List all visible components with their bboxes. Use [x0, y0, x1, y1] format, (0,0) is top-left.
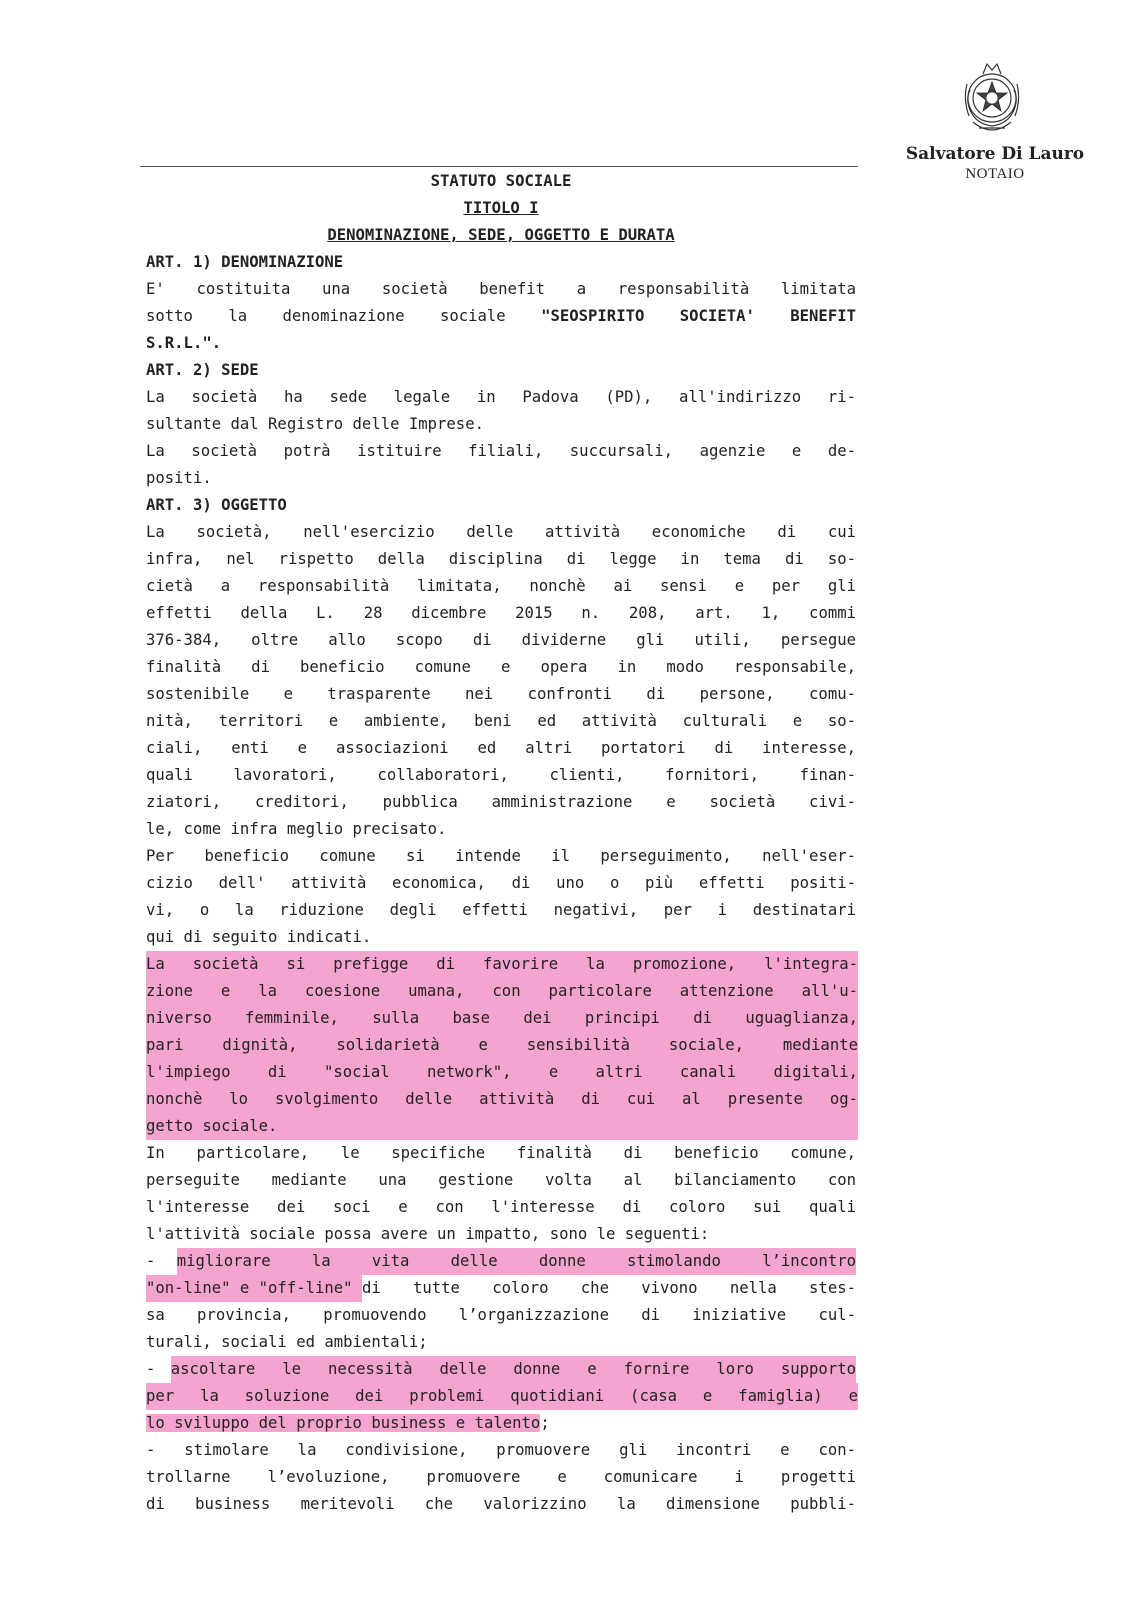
article-3-line: Per beneficio comune si intende il perseguimento, nell'eser- — [146, 847, 856, 865]
list-item-line: lo sviluppo del proprio business e talento; — [146, 1414, 550, 1432]
list-item-line: per la soluzione dei problemi quotidiani (casa e famiglia) e — [146, 1383, 858, 1410]
header-rule — [140, 166, 858, 167]
article-3-line: La società, nell'esercizio delle attività economiche di cui — [146, 523, 856, 541]
list-item-line: - migliorare la vita delle donne stimolando l’incontro — [146, 1248, 856, 1275]
article-3-line: l'attività sociale possa avere un impatto, sono le seguenti: — [146, 1225, 710, 1243]
list-item-line: di business meritevoli che valorizzino la dimensione pubbli- — [146, 1495, 856, 1513]
list-item-line: trollarne l’evoluzione, promuovere e comunicare i progetti — [146, 1468, 856, 1486]
article-3-line: nità, territori e ambiente, beni ed attività culturali e so- — [146, 712, 856, 730]
section-subtitle: DENOMINAZIONE, SEDE, OGGETTO E DURATA — [327, 226, 675, 244]
list-item-line: - ascoltare le necessità delle donne e fornire loro supporto — [146, 1356, 856, 1383]
list-item-line: turali, sociali ed ambientali; — [146, 1333, 428, 1351]
article-2-heading: ART. 2) SEDE — [146, 361, 259, 379]
highlighted-line: l'impiego di "social network", e altri canali digitali, — [146, 1059, 858, 1086]
article-2-line: positi. — [146, 469, 212, 487]
article-3-line: infra, nel rispetto della disciplina di legge in tema di so- — [146, 550, 856, 568]
highlighted-line: pari dignità, solidarietà e sensibilità sociale, mediante — [146, 1032, 858, 1059]
article-3-line: quali lavoratori, collaboratori, clienti, fornitori, finan- — [146, 766, 856, 784]
article-2-line: La società potrà istituire filiali, succursali, agenzie e de- — [146, 442, 856, 460]
list-item-line: sa provincia, promuovendo l’organizzazione di iniziative cul- — [146, 1306, 856, 1324]
list-item-line: "on-line" e "off-line" di tutte coloro che vivono nella stes- — [146, 1275, 856, 1302]
article-3-line: qui di seguito indicati. — [146, 928, 372, 946]
article-3-line: l'interesse dei soci e con l'interesse di coloro sui quali — [146, 1198, 856, 1216]
article-1-line: sotto la denominazione sociale "SEOSPIRITO SOCIETA' BENEFIT — [146, 307, 856, 325]
italian-republic-emblem-icon — [961, 60, 1023, 142]
highlighted-line: niverso femminile, sulla base dei principi di uguaglianza, — [146, 1005, 858, 1032]
highlighted-line: getto sociale. — [146, 1113, 858, 1140]
article-1-line: S.R.L.". — [146, 334, 222, 352]
article-3-line: vi, o la riduzione degli effetti negativi, per i destinatari — [146, 901, 856, 919]
list-item-line: - stimolare la condivisione, promuovere gli incontri e con- — [146, 1441, 856, 1459]
article-2-line: sultante dal Registro delle Imprese. — [146, 415, 484, 433]
article-3-line: cizio dell' attività economica, di uno o più effetti positi- — [146, 874, 856, 892]
notary-title: NOTAIO — [965, 166, 1025, 182]
article-3-line: finalità di beneficio comune e opera in modo responsabile, — [146, 658, 856, 676]
article-1-heading: ART. 1) DENOMINAZIONE — [146, 253, 344, 271]
article-3-line: sostenibile e trasparente nei confronti di persone, comu- — [146, 685, 856, 703]
article-3-line: le, come infra meglio precisato. — [146, 820, 447, 838]
article-3-line: ciali, enti e associazioni ed altri portatori di interesse, — [146, 739, 856, 757]
section-title: TITOLO I — [463, 199, 539, 217]
statute-text — [146, 168, 856, 1518]
article-3-line: ziatori, creditori, pubblica amministrazione e società civi- — [146, 793, 856, 811]
article-3-line: 376-384, oltre allo scopo di dividerne gli utili, persegue — [146, 631, 856, 649]
document-title: STATUTO SOCIALE — [430, 172, 572, 190]
highlighted-line: zione e la coesione umana, con particolare attenzione all'u- — [146, 978, 858, 1005]
article-3-line: perseguite mediante una gestione volta al bilanciamento con — [146, 1171, 856, 1189]
article-3-line: effetti della L. 28 dicembre 2015 n. 208, art. 1, commi — [146, 604, 856, 622]
highlighted-line: nonchè lo svolgimento delle attività di cui al presente og- — [146, 1086, 858, 1113]
notary-name: Salvatore Di Lauro — [905, 144, 1085, 164]
article-3-line: cietà a responsabilità limitata, nonchè ai sensi e per gli — [146, 577, 856, 595]
article-2-line: La società ha sede legale in Padova (PD), all'indirizzo ri- — [146, 388, 856, 406]
article-3-line: In particolare, le specifiche finalità di beneficio comune, — [146, 1144, 856, 1162]
article-1-line: E' costituita una società benefit a responsabilità limitata — [146, 280, 856, 298]
highlighted-line: La società si prefigge di favorire la promozione, l'integra- — [146, 951, 858, 978]
article-3-heading: ART. 3) OGGETTO — [146, 496, 287, 514]
